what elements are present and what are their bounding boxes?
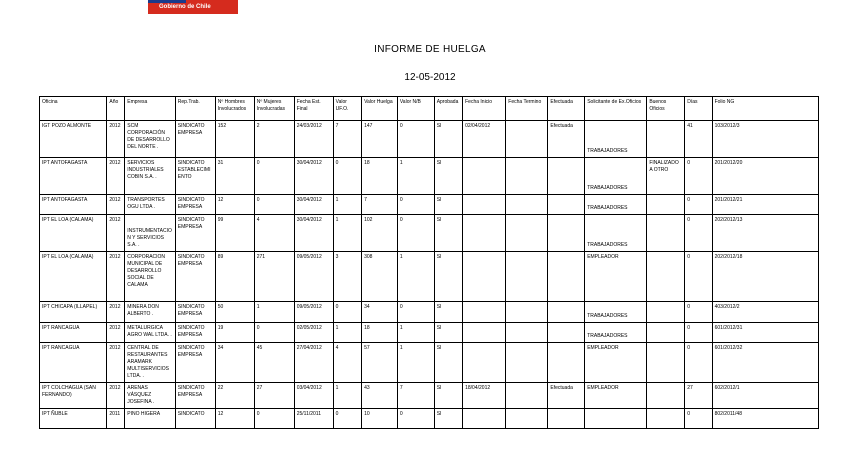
table-cell [647, 383, 685, 409]
table-cell: SINDICATO EMPRESA [175, 215, 215, 252]
table-cell: 1 [333, 195, 361, 215]
table-cell: Efectuada [548, 383, 585, 409]
table-cell: SI [434, 323, 462, 343]
table-cell: 27 [685, 383, 712, 409]
table-cell [506, 409, 548, 429]
column-header: Valor Huelga [362, 97, 398, 121]
column-header: Fecha Est. Final [294, 97, 333, 121]
table-cell [463, 302, 506, 323]
report-date: 12-05-2012 [404, 72, 456, 83]
table-cell: IPT EL LOA (CALAMA) [40, 215, 107, 252]
table-cell: SCM CORPORACIÓN DE DESARROLLO DEL NORTE . [125, 121, 176, 158]
table-cell: 201/2012/21 [712, 195, 818, 215]
table-cell: INSTRUMENTACION Y SERVICIOS S.A. . [125, 215, 176, 252]
table-cell: TRANSPORTES OGU LTDA . [125, 195, 176, 215]
table-cell [548, 302, 585, 323]
table-row [40, 158, 819, 195]
table-cell: IGT POZO ALMONTE [40, 121, 107, 158]
table-cell [463, 409, 506, 429]
table-cell: 601/2012/32 [712, 343, 818, 383]
table-cell [506, 158, 548, 195]
table-cell: 22 [215, 383, 254, 409]
table-cell: 1 [254, 302, 294, 323]
table-cell: SI [434, 302, 462, 323]
table-cell: 0 [397, 195, 434, 215]
table-cell: 3 [333, 252, 361, 302]
table-cell: MINERA DON ALBERTO . [125, 302, 176, 323]
table-cell: 2012 [107, 323, 125, 343]
table-cell: 99 [215, 215, 254, 252]
table-cell [506, 195, 548, 215]
table-cell: 0 [685, 252, 712, 302]
logo-text: Gobierno de Chile [159, 4, 211, 10]
table-cell: SINDICATO EMPRESA [175, 302, 215, 323]
column-header: Fecha Inicio [463, 97, 506, 121]
table-cell [506, 302, 548, 323]
table-cell: 0 [333, 409, 361, 429]
table-cell: 18 [362, 158, 398, 195]
table-cell: 602/2012/1 [712, 383, 818, 409]
table-row [40, 323, 819, 343]
table-cell: 12 [215, 409, 254, 429]
table-cell: IPT RANCAGUA [40, 323, 107, 343]
table-row [40, 409, 819, 429]
column-header: Nº Hombres Involucrados [215, 97, 254, 121]
table-cell: IPT ÑUBLE [40, 409, 107, 429]
table-cell [647, 195, 685, 215]
table-cell [647, 343, 685, 383]
report-title: INFORME DE HUELGA [374, 44, 486, 55]
table-cell [647, 409, 685, 429]
table-cell [463, 323, 506, 343]
table-cell [548, 252, 585, 302]
table-cell: 271 [254, 252, 294, 302]
table-cell [506, 323, 548, 343]
table-cell: TRABAJADORES [585, 158, 647, 195]
table-cell: IPT RANCAGUA [40, 343, 107, 383]
table-cell [647, 252, 685, 302]
table-cell: 2012 [107, 343, 125, 383]
table-cell: 45 [254, 343, 294, 383]
table-row [40, 215, 819, 252]
table-cell: 2012 [107, 158, 125, 195]
table-cell: 27/04/2012 [294, 343, 333, 383]
table-cell: IPT ANTOFAGASTA [40, 158, 107, 195]
table-cell [647, 302, 685, 323]
table-cell: 50 [215, 302, 254, 323]
column-header: Empresa [125, 97, 176, 121]
column-header: Fecha Termino [506, 97, 548, 121]
table-cell: 0 [685, 302, 712, 323]
table-cell: SI [434, 343, 462, 383]
table-cell: EMPLEADOR [585, 383, 647, 409]
table-cell: SI [434, 383, 462, 409]
table-cell: 30/04/2012 [294, 215, 333, 252]
table-cell [463, 158, 506, 195]
table-cell: TRABAJADORES [585, 302, 647, 323]
table-cell: TRABAJADORES [585, 323, 647, 343]
table-cell: 0 [397, 121, 434, 158]
table-cell: 7 [333, 121, 361, 158]
table-cell: 4 [254, 215, 294, 252]
table-cell: 7 [397, 383, 434, 409]
table-cell: 43 [362, 383, 398, 409]
table-cell: 1 [333, 383, 361, 409]
table-cell: PINO HIGERA [125, 409, 176, 429]
table-cell: SINDICATO [175, 409, 215, 429]
table-cell [548, 323, 585, 343]
table-cell: 2012 [107, 195, 125, 215]
table-cell: EMPLEADOR [585, 343, 647, 383]
table-cell: SI [434, 409, 462, 429]
table-cell: 18/04/2012 [463, 383, 506, 409]
table-row [40, 252, 819, 302]
table-cell [647, 323, 685, 343]
column-header: Buenos Oficios [647, 97, 685, 121]
table-cell: SERVICIOS INDUSTRIALES COBIN S.A. . [125, 158, 176, 195]
table-cell: EMPLEADOR [585, 252, 647, 302]
table-cell [548, 158, 585, 195]
table-cell: 2012 [107, 383, 125, 409]
table-row [40, 195, 819, 215]
table-cell: 0 [254, 323, 294, 343]
table-cell [506, 383, 548, 409]
column-header: Folio NG [712, 97, 818, 121]
table-cell: 12 [215, 195, 254, 215]
table-cell: 02/04/2012 [463, 121, 506, 158]
table-cell: 30/04/2012 [294, 158, 333, 195]
table-cell: 30/04/2012 [294, 195, 333, 215]
strike-report-table [39, 96, 819, 429]
table-cell: 102 [362, 215, 398, 252]
table-cell: SI [434, 252, 462, 302]
table-cell: ARENAS VÁSQUEZ JOSEFINA . [125, 383, 176, 409]
table-cell: 1 [397, 252, 434, 302]
table-cell: SI [434, 215, 462, 252]
table-cell: 2012 [107, 302, 125, 323]
table-cell: METALURGICA AGRO WAL LTDA. . [125, 323, 176, 343]
table-cell: SINDICATO EMPRESA [175, 195, 215, 215]
table-cell: SI [434, 121, 462, 158]
column-header: Valor N/B [397, 97, 434, 121]
table-cell: 34 [362, 302, 398, 323]
column-header: Oficina [40, 97, 107, 121]
table-cell: 10 [362, 409, 398, 429]
table-cell: IPT ANTOFAGASTA [40, 195, 107, 215]
table-cell: 2012 [107, 252, 125, 302]
table-cell: 0 [333, 302, 361, 323]
table-cell: 1 [397, 323, 434, 343]
table-cell: 152 [215, 121, 254, 158]
table-cell: 202/2012/13 [712, 215, 818, 252]
table-cell: 27 [254, 383, 294, 409]
table-cell: 202/2012/18 [712, 252, 818, 302]
table-cell: 103/2012/3 [712, 121, 818, 158]
table-cell: 1 [397, 343, 434, 383]
table-cell [463, 215, 506, 252]
table-cell: 0 [685, 215, 712, 252]
table-cell: 0 [397, 215, 434, 252]
table-cell: 25/11/2011 [294, 409, 333, 429]
table-cell: 0 [397, 409, 434, 429]
table-cell: CORPORACION MUNICIPAL DE DESARROLLO SOCIAL DE CALAMA [125, 252, 176, 302]
table-cell: 1 [397, 158, 434, 195]
table-cell: 34 [215, 343, 254, 383]
table-cell: FINALIZADO A OTRO [647, 158, 685, 195]
table-cell: 147 [362, 121, 398, 158]
table-cell [647, 121, 685, 158]
table-cell: 308 [362, 252, 398, 302]
table-cell: 802/2011/48 [712, 409, 818, 429]
table-cell: 03/04/2012 [294, 383, 333, 409]
column-header: Año [107, 97, 125, 121]
table-cell: 19 [215, 323, 254, 343]
government-logo [148, 0, 238, 13]
table-cell: SINDICATO ESTABLECIMIENTO [175, 158, 215, 195]
table-cell: SI [434, 195, 462, 215]
table-cell: IPT EL LOA (CALAMA) [40, 252, 107, 302]
table-cell: SINDICATO EMPRESA [175, 121, 215, 158]
table-cell: 2012 [107, 121, 125, 158]
column-header: Nº Mujeres Involucradas [254, 97, 294, 121]
table-row [40, 343, 819, 383]
table-cell: SINDICATO EMPRESA [175, 343, 215, 383]
table-cell: Efectuada [548, 121, 585, 158]
table-cell [548, 215, 585, 252]
table-cell: 0 [685, 409, 712, 429]
table-cell: CENTRAL DE RESTAURANTES ARAMARK MULTISERVICIOS LTDA. . [125, 343, 176, 383]
table-cell: 89 [215, 252, 254, 302]
table-cell: 403/2012/2 [712, 302, 818, 323]
table-cell: 2012 [107, 215, 125, 252]
table-cell: 0 [333, 158, 361, 195]
table-cell: 09/05/2012 [294, 302, 333, 323]
table-cell: IPT COLCHAGUA (SAN FERNANDO) [40, 383, 107, 409]
table-cell: 0 [685, 195, 712, 215]
table-cell: IPT CHICAPA (ILLAPEL) [40, 302, 107, 323]
column-header: Efectuada [548, 97, 585, 121]
table-cell: 0 [397, 302, 434, 323]
table-cell: 0 [685, 158, 712, 195]
table-cell: 02/05/2012 [294, 323, 333, 343]
table-cell: 0 [254, 158, 294, 195]
column-header: Aprobada [434, 97, 462, 121]
table-cell: 2011 [107, 409, 125, 429]
table-cell: 18 [362, 323, 398, 343]
table-cell [548, 409, 585, 429]
table-cell: 09/05/2012 [294, 252, 333, 302]
table-cell [463, 343, 506, 383]
table-cell: 41 [685, 121, 712, 158]
table-cell: 201/2012/20 [712, 158, 818, 195]
table-cell: TRABAJADORES [585, 215, 647, 252]
column-header: Solicitante de Ex.Oficios [585, 97, 647, 121]
table-cell [506, 121, 548, 158]
table-cell: 4 [333, 343, 361, 383]
table-cell: 0 [685, 323, 712, 343]
table-cell [463, 252, 506, 302]
table-header-row [40, 97, 819, 121]
table-cell [506, 215, 548, 252]
table-cell: 2 [254, 121, 294, 158]
table-cell [506, 343, 548, 383]
table-cell: 24/03/2012 [294, 121, 333, 158]
table-cell: SI [434, 158, 462, 195]
table-cell: SINDICATO EMPRESA [175, 252, 215, 302]
column-header: Días [685, 97, 712, 121]
table-cell: SINDICATO EMPRESA [175, 383, 215, 409]
table-row [40, 121, 819, 158]
table-cell: TRABAJADORES [585, 195, 647, 215]
table-cell: 7 [362, 195, 398, 215]
table-cell: 0 [685, 343, 712, 383]
column-header: Valor UF.O. [333, 97, 361, 121]
column-header: Rep.Trab. [175, 97, 215, 121]
table-cell [585, 409, 647, 429]
table-cell: 0 [254, 409, 294, 429]
table-row [40, 383, 819, 409]
table-cell: 31 [215, 158, 254, 195]
table-cell [647, 215, 685, 252]
table-cell: 0 [254, 195, 294, 215]
table-row [40, 302, 819, 323]
table-cell: TRABAJADORES [585, 121, 647, 158]
table-cell: 1 [333, 323, 361, 343]
table-cell: 57 [362, 343, 398, 383]
table-cell [548, 343, 585, 383]
table-cell: SINDICATO EMPRESA [175, 323, 215, 343]
table-cell [463, 195, 506, 215]
table-cell: 1 [333, 215, 361, 252]
table-cell [548, 195, 585, 215]
table-cell [506, 252, 548, 302]
table-cell: 601/2012/31 [712, 323, 818, 343]
